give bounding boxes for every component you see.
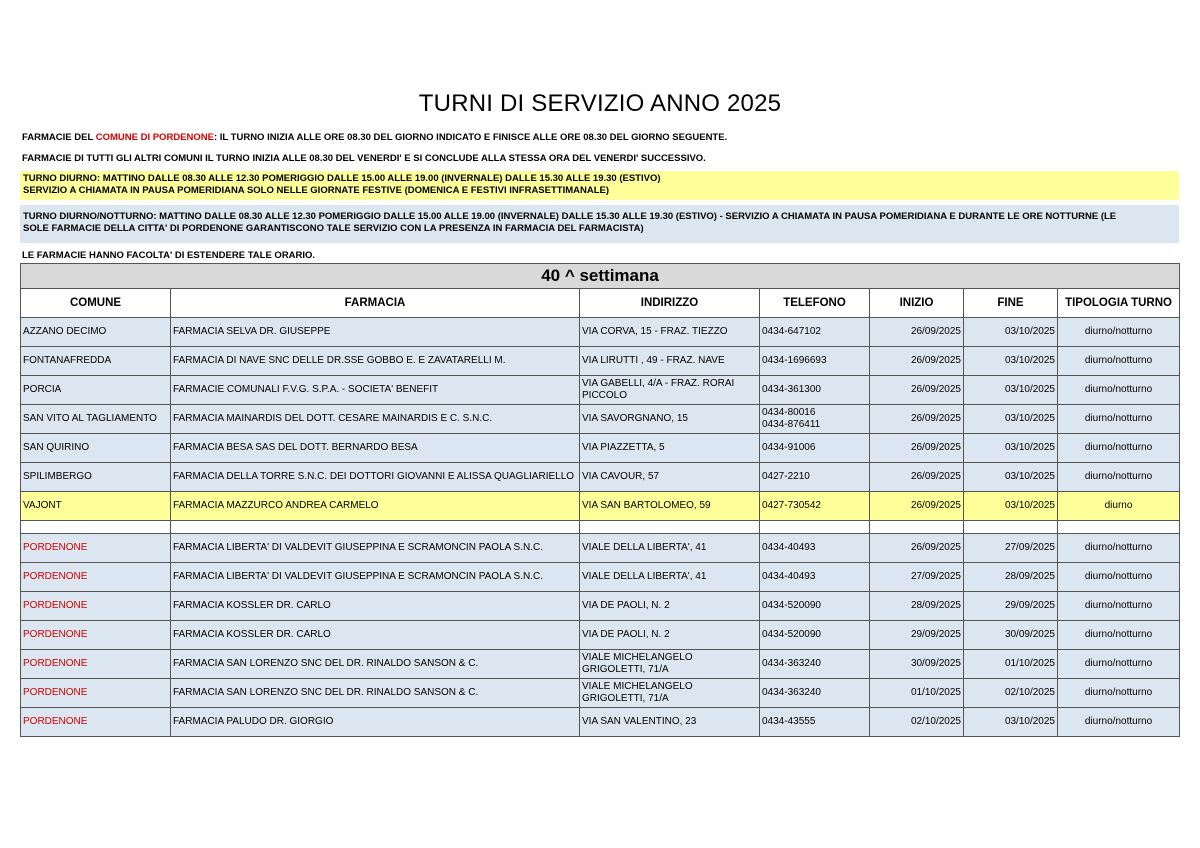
header-fine: FINE — [964, 289, 1058, 318]
cell-inizio: 26/09/2025 — [870, 434, 964, 463]
cell-farmacia: FARMACIA KOSSLER DR. CARLO — [171, 592, 580, 621]
cell-comune: PORDENONE — [21, 563, 171, 592]
note-notturno-line1: TURNO DIURNO/NOTTURNO: MATTINO DALLE 08.30 ALLE 12.30 POMERIGGIO DALLE 15.00 ALLE 19.00 (INVERNALE) DALLE 15.30 ALLE 19.30 (ESTIVO) - SERVIZIO A CHIAMATA IN PAUSA POMERIDIANA E DURANTE LE ORE NOTTURNE (LE — [23, 211, 1117, 222]
cell-fine: 30/09/2025 — [964, 621, 1058, 650]
spacer-cell — [171, 521, 580, 534]
cell-inizio: 26/09/2025 — [870, 318, 964, 347]
cell-inizio: 26/09/2025 — [870, 347, 964, 376]
cell-farmacia: FARMACIA BESA SAS DEL DOTT. BERNARDO BESA — [171, 434, 580, 463]
cell-comune: PORDENONE — [21, 679, 171, 708]
cell-indirizzo: VIA CAVOUR, 57 — [580, 463, 760, 492]
cell-inizio: 26/09/2025 — [870, 534, 964, 563]
week-row — [21, 264, 1180, 289]
cell-telefono: 0434-43555 — [760, 708, 870, 737]
cell-indirizzo: VIA GABELLI, 4/A - FRAZ. RORAI PICCOLO — [580, 376, 760, 405]
cell-inizio: 01/10/2025 — [870, 679, 964, 708]
cell-farmacia: FARMACIA SAN LORENZO SNC DEL DR. RINALDO SANSON & C. — [171, 650, 580, 679]
spacer-cell — [21, 521, 171, 534]
cell-comune: PORDENONE — [21, 534, 171, 563]
cell-farmacia: FARMACIA SAN LORENZO SNC DEL DR. RINALDO SANSON & C. — [171, 679, 580, 708]
note-pordenone-suffix: : IL TURNO INIZIA ALLE ORE 08.30 DEL GIORNO INDICATO E FINISCE ALLE ORE 08.30 DEL GIORNO SEGUENTE. — [213, 132, 728, 143]
cell-fine: 03/10/2025 — [964, 405, 1058, 434]
table-row — [21, 347, 1180, 376]
table-row — [21, 463, 1180, 492]
cell-farmacia: FARMACIA SELVA DR. GIUSEPPE — [171, 318, 580, 347]
cell-inizio: 26/09/2025 — [870, 492, 964, 521]
cell-fine: 28/09/2025 — [964, 563, 1058, 592]
cell-comune: PORDENONE — [21, 621, 171, 650]
cell-tipologia: diurno/notturno — [1058, 318, 1180, 347]
cell-indirizzo: VIALE DELLA LIBERTA', 41 — [580, 563, 760, 592]
header-farmacia: FARMACIA — [171, 289, 580, 318]
cell-indirizzo: VIA SAN BARTOLOMEO, 59 — [580, 492, 760, 521]
cell-farmacia: FARMACIA LIBERTA' DI VALDEVIT GIUSEPPINA E SCRAMONCIN PAOLA S.N.C. — [171, 534, 580, 563]
cell-tipologia: diurno/notturno — [1058, 434, 1180, 463]
cell-comune: PORDENONE — [21, 650, 171, 679]
cell-fine: 27/09/2025 — [964, 534, 1058, 563]
spacer-cell — [760, 521, 870, 534]
cell-tipologia: diurno — [1058, 492, 1180, 521]
table-row — [21, 376, 1180, 405]
cell-tipologia: diurno/notturno — [1058, 679, 1180, 708]
week-label: 40 ^ settimana — [21, 264, 1180, 289]
note-notturno-band — [20, 205, 1179, 243]
cell-telefono: 0434-520090 — [760, 592, 870, 621]
table-header-row — [21, 289, 1180, 318]
cell-indirizzo: VIA SAN VALENTINO, 23 — [580, 708, 760, 737]
cell-fine: 01/10/2025 — [964, 650, 1058, 679]
cell-inizio: 29/09/2025 — [870, 621, 964, 650]
note-diurno-line1: TURNO DIURNO: MATTINO DALLE 08.30 ALLE 12.30 POMERIGGIO DALLE 15.00 ALLE 19.00 (INVERNALE) DALLE 15.30 ALLE 19.30 (ESTIVO) — [23, 173, 661, 184]
cell-comune: PORDENONE — [21, 592, 171, 621]
cell-comune: AZZANO DECIMO — [21, 318, 171, 347]
spacer-cell — [580, 521, 760, 534]
table-row — [21, 318, 1180, 347]
header-indirizzo: INDIRIZZO — [580, 289, 760, 318]
spacer-cell — [870, 521, 964, 534]
cell-comune: VAJONT — [21, 492, 171, 521]
cell-inizio: 28/09/2025 — [870, 592, 964, 621]
table-row — [21, 405, 1180, 434]
table-row — [21, 434, 1180, 463]
cell-telefono: 0434-363240 — [760, 650, 870, 679]
header-inizio: INIZIO — [870, 289, 964, 318]
cell-fine: 03/10/2025 — [964, 434, 1058, 463]
cell-tipologia: diurno/notturno — [1058, 708, 1180, 737]
cell-indirizzo: VIA DE PAOLI, N. 2 — [580, 621, 760, 650]
cell-farmacia: FARMACIA DELLA TORRE S.N.C. DEI DOTTORI GIOVANNI E ALISSA QUAGLIARIELLO — [171, 463, 580, 492]
cell-indirizzo: VIA LIRUTTI , 49 - FRAZ. NAVE — [580, 347, 760, 376]
cell-telefono: 0434-91006 — [760, 434, 870, 463]
spacer-cell — [1058, 521, 1180, 534]
cell-farmacia: FARMACIA MAINARDIS DEL DOTT. CESARE MAINARDIS E C. S.N.C. — [171, 405, 580, 434]
cell-tipologia: diurno/notturno — [1058, 405, 1180, 434]
cell-farmacia: FARMACIE COMUNALI F.V.G. S.P.A. - SOCIETA' BENEFIT — [171, 376, 580, 405]
cell-comune: FONTANAFREDDA — [21, 347, 171, 376]
table-row — [21, 650, 1180, 679]
table-row — [21, 708, 1180, 737]
note-notturno-line2: SOLE FARMACIE DELLA CITTA' DI PORDENONE GARANTISCONO TALE SERVIZIO CON LA PRESENZA IN FARMACIA DEL FARMACISTA) — [23, 223, 644, 234]
cell-telefono: 0434-361300 — [760, 376, 870, 405]
cell-inizio: 30/09/2025 — [870, 650, 964, 679]
cell-telefono: 0434-520090 — [760, 621, 870, 650]
cell-tipologia: diurno/notturno — [1058, 650, 1180, 679]
note-facolta: LE FARMACIE HANNO FACOLTA' DI ESTENDERE TALE ORARIO. — [22, 250, 316, 261]
cell-tipologia: diurno/notturno — [1058, 563, 1180, 592]
table-row — [21, 592, 1180, 621]
cell-indirizzo: VIALE MICHELANGELO GRIGOLETTI, 71/A — [580, 679, 760, 708]
note-diurno-line2: SERVIZIO A CHIAMATA IN PAUSA POMERIDIANA SOLO NELLE GIORNATE FESTIVE (DOMENICA E FESTIVI INFRASETTIMANALE) — [23, 185, 610, 196]
cell-comune: PORCIA — [21, 376, 171, 405]
cell-telefono: 0427-730542 — [760, 492, 870, 521]
cell-inizio: 26/09/2025 — [870, 463, 964, 492]
cell-indirizzo: VIA DE PAOLI, N. 2 — [580, 592, 760, 621]
cell-farmacia: FARMACIA DI NAVE SNC DELLE DR.SSE GOBBO E. E ZAVATARELLI M. — [171, 347, 580, 376]
table-row — [21, 534, 1180, 563]
cell-farmacia: FARMACIA PALUDO DR. GIORGIO — [171, 708, 580, 737]
cell-fine: 02/10/2025 — [964, 679, 1058, 708]
cell-indirizzo: VIALE DELLA LIBERTA', 41 — [580, 534, 760, 563]
cell-telefono: 0434-40493 — [760, 563, 870, 592]
cell-telefono: 0434-80016 0434-876411 — [760, 405, 870, 434]
note-pordenone — [22, 132, 727, 144]
cell-indirizzo: VIA CORVA, 15 - FRAZ. TIEZZO — [580, 318, 760, 347]
cell-indirizzo: VIALE MICHELANGELO GRIGOLETTI, 71/A — [580, 650, 760, 679]
cell-farmacia: FARMACIA LIBERTA' DI VALDEVIT GIUSEPPINA E SCRAMONCIN PAOLA S.N.C. — [171, 563, 580, 592]
header-tipologia: TIPOLOGIA TURNO — [1058, 289, 1180, 318]
spacer-row — [21, 521, 1180, 534]
cell-telefono: 0434-363240 — [760, 679, 870, 708]
cell-inizio: 26/09/2025 — [870, 405, 964, 434]
cell-tipologia: diurno/notturno — [1058, 621, 1180, 650]
cell-inizio: 02/10/2025 — [870, 708, 964, 737]
cell-telefono: 0434-40493 — [760, 534, 870, 563]
header-comune: COMUNE — [21, 289, 171, 318]
cell-comune: SAN QUIRINO — [21, 434, 171, 463]
page-title: TURNI DI SERVIZIO ANNO 2025 — [418, 90, 782, 117]
cell-tipologia: diurno/notturno — [1058, 376, 1180, 405]
cell-telefono: 0434-647102 — [760, 318, 870, 347]
table-row — [21, 621, 1180, 650]
cell-telefono: 0427-2210 — [760, 463, 870, 492]
cell-inizio: 26/09/2025 — [870, 376, 964, 405]
cell-fine: 03/10/2025 — [964, 347, 1058, 376]
cell-tipologia: diurno/notturno — [1058, 463, 1180, 492]
table-row — [21, 679, 1180, 708]
note-pordenone-highlight: COMUNE DI PORDENONE — [95, 132, 214, 143]
cell-tipologia: diurno/notturno — [1058, 347, 1180, 376]
cell-comune: SPILIMBERGO — [21, 463, 171, 492]
cell-fine: 03/10/2025 — [964, 492, 1058, 521]
cell-inizio: 27/09/2025 — [870, 563, 964, 592]
cell-farmacia: FARMACIA KOSSLER DR. CARLO — [171, 621, 580, 650]
cell-indirizzo: VIA SAVORGNANO, 15 — [580, 405, 760, 434]
cell-farmacia: FARMACIA MAZZURCO ANDREA CARMELO — [171, 492, 580, 521]
cell-fine: 03/10/2025 — [964, 708, 1058, 737]
note-pordenone-prefix: FARMACIE DEL — [22, 132, 96, 143]
cell-tipologia: diurno/notturno — [1058, 534, 1180, 563]
header-telefono: TELEFONO — [760, 289, 870, 318]
note-diurno-band — [20, 171, 1179, 200]
cell-telefono: 0434-1696693 — [760, 347, 870, 376]
cell-fine: 03/10/2025 — [964, 463, 1058, 492]
table-row — [21, 492, 1180, 521]
cell-fine: 03/10/2025 — [964, 318, 1058, 347]
spacer-cell — [964, 521, 1058, 534]
cell-comune: PORDENONE — [21, 708, 171, 737]
cell-fine: 29/09/2025 — [964, 592, 1058, 621]
cell-tipologia: diurno/notturno — [1058, 592, 1180, 621]
table-row — [21, 563, 1180, 592]
turni-table — [20, 263, 1180, 737]
cell-comune: SAN VITO AL TAGLIAMENTO — [21, 405, 171, 434]
note-other-comuni: FARMACIE DI TUTTI GLI ALTRI COMUNI IL TURNO INIZIA ALLE 08.30 DEL VENERDI' E SI CONCLUDE ALLA STESSA ORA DEL VENERDI' SUCCESSIVO. — [22, 153, 706, 164]
cell-indirizzo: VIA PIAZZETTA, 5 — [580, 434, 760, 463]
cell-fine: 03/10/2025 — [964, 376, 1058, 405]
